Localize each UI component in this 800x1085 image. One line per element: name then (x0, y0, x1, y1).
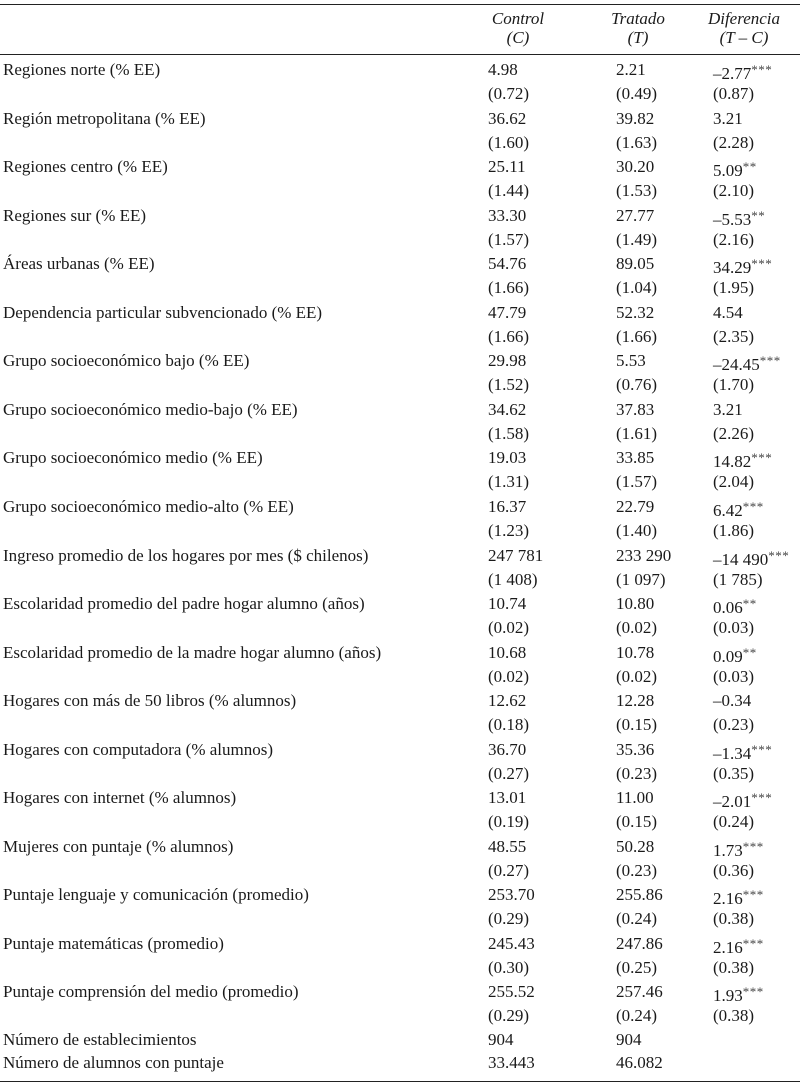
control-se: (0.02) (488, 667, 530, 686)
standard-error-row (0, 276, 800, 300)
control-se: (0.18) (488, 715, 530, 734)
significance-stars: *** (742, 499, 764, 514)
treated-value: 22.79 (616, 497, 655, 516)
treated-se: (0.15) (616, 715, 658, 734)
significance-stars: *** (751, 256, 773, 271)
significance-stars: *** (742, 839, 764, 854)
treated-se: (1.66) (616, 327, 658, 346)
difference-value: –2.01 (713, 792, 752, 811)
table-row (0, 689, 800, 713)
control-value: 48.55 (488, 837, 527, 856)
difference-se: (0.38) (713, 958, 755, 977)
treated-value: 37.83 (616, 400, 655, 419)
treated-se: (0.23) (616, 764, 658, 783)
table-row (0, 349, 800, 373)
difference-cell (713, 301, 743, 325)
control-se: (0.29) (488, 909, 530, 928)
difference-value: 2.16 (713, 938, 743, 957)
significance-stars: *** (742, 887, 764, 902)
standard-error-row (0, 762, 800, 786)
significance-stars: ** (742, 159, 757, 174)
table-row (0, 107, 800, 131)
treated-value: 50.28 (616, 837, 655, 856)
treated-value: 30.20 (616, 157, 655, 176)
table-row (0, 58, 800, 82)
row-label: Escolaridad promedio de la madre hogar alumno (años) (3, 643, 382, 662)
top-rule (0, 4, 800, 5)
control-value: 29.98 (488, 351, 527, 370)
treated-value: 35.36 (616, 740, 655, 759)
standard-error-row (0, 810, 800, 834)
treated-se: (1.57) (616, 472, 658, 491)
table-row (0, 883, 800, 907)
header-treated (590, 9, 686, 47)
footer-control: 33.443 (488, 1053, 535, 1072)
treated-se: (0.76) (616, 375, 658, 394)
control-se: (1.31) (488, 472, 530, 491)
standard-error-row (0, 568, 800, 592)
treated-value: 39.82 (616, 109, 655, 128)
difference-cell (713, 107, 743, 131)
difference-se: (1.86) (713, 521, 755, 540)
table-row (0, 641, 800, 665)
table-row (0, 155, 800, 179)
control-se: (0.72) (488, 84, 530, 103)
treated-value: 27.77 (616, 206, 655, 225)
control-value: 245.43 (488, 934, 535, 953)
control-value: 33.30 (488, 206, 527, 225)
header-control-label: Control (491, 9, 545, 28)
header-difference-symbol: (T – C) (719, 28, 769, 47)
difference-se: (0.35) (713, 764, 755, 783)
row-label: Hogares con computadora (% alumnos) (3, 740, 274, 759)
row-label: Regiones centro (% EE) (3, 157, 168, 176)
treated-se: (0.15) (616, 812, 658, 831)
difference-value: 3.21 (713, 109, 743, 128)
difference-se: (0.87) (713, 84, 755, 103)
standard-error-row (0, 228, 800, 252)
treated-value: 33.85 (616, 448, 655, 467)
table-row (0, 738, 800, 762)
significance-stars: *** (751, 450, 773, 465)
control-value: 19.03 (488, 448, 527, 467)
difference-value: 0.09 (713, 647, 743, 666)
significance-stars: ** (742, 596, 757, 611)
control-value: 47.79 (488, 303, 527, 322)
header-difference (692, 9, 796, 47)
control-se: (1.66) (488, 327, 530, 346)
standard-error-row (0, 373, 800, 397)
difference-se: (1.70) (713, 375, 755, 394)
row-label: Escolaridad promedio del padre hogar alumno (años) (3, 594, 365, 613)
treated-se: (1.40) (616, 521, 658, 540)
control-value: 13.01 (488, 788, 527, 807)
row-label: Grupo socioeconómico medio (% EE) (3, 448, 263, 467)
treated-se: (0.24) (616, 1006, 658, 1025)
difference-se: (0.38) (713, 909, 755, 928)
difference-value: –2.77 (713, 64, 752, 83)
difference-value: 3.21 (713, 400, 743, 419)
control-value: 36.62 (488, 109, 527, 128)
row-label: Región metropolitana (% EE) (3, 109, 206, 128)
difference-value: 4.54 (713, 303, 743, 322)
difference-se: (1 785) (713, 570, 763, 589)
difference-se: (2.16) (713, 230, 755, 249)
table-row (0, 252, 800, 276)
table-row (0, 980, 800, 1004)
treated-value: 247.86 (616, 934, 663, 953)
control-value: 36.70 (488, 740, 527, 759)
significance-stars: ** (742, 645, 757, 660)
control-se: (0.02) (488, 618, 530, 637)
table-row (0, 592, 800, 616)
control-se: (0.30) (488, 958, 530, 977)
row-label: Hogares con más de 50 libros (% alumnos) (3, 691, 297, 710)
difference-value: –1.34 (713, 744, 752, 763)
significance-stars: *** (751, 790, 773, 805)
difference-se: (0.36) (713, 861, 755, 880)
control-se: (1.60) (488, 133, 530, 152)
row-label: Regiones norte (% EE) (3, 60, 161, 79)
footer-row (0, 1051, 800, 1075)
treated-se: (1 097) (616, 570, 666, 589)
difference-value: 2.16 (713, 889, 743, 908)
difference-se: (2.28) (713, 133, 755, 152)
standard-error-row (0, 1004, 800, 1028)
control-value: 255.52 (488, 982, 535, 1001)
row-label: Ingreso promedio de los hogares por mes ($ chilenos) (3, 546, 369, 565)
significance-stars: *** (751, 62, 773, 77)
row-label: Regiones sur (% EE) (3, 206, 147, 225)
standard-error-row (0, 665, 800, 689)
treated-se: (1.53) (616, 181, 658, 200)
table-row (0, 835, 800, 859)
header-control-symbol: (C) (506, 28, 530, 47)
standard-error-row (0, 325, 800, 349)
table-row (0, 786, 800, 810)
row-label: Puntaje matemáticas (promedio) (3, 934, 224, 953)
difference-value: 5.09 (713, 161, 743, 180)
difference-se: (2.10) (713, 181, 755, 200)
row-label: Grupo socioeconómico bajo (% EE) (3, 351, 250, 370)
treated-value: 11.00 (616, 788, 654, 807)
control-se: (1.52) (488, 375, 530, 394)
control-value: 4.98 (488, 60, 518, 79)
control-value: 34.62 (488, 400, 527, 419)
difference-se: (2.04) (713, 472, 755, 491)
table-row (0, 544, 800, 568)
difference-value: 34.29 (713, 258, 752, 277)
treated-se: (0.02) (616, 618, 658, 637)
standard-error-row (0, 82, 800, 106)
standard-error-row (0, 956, 800, 980)
treated-value: 5.53 (616, 351, 646, 370)
control-se: (0.19) (488, 812, 530, 831)
footer-label: Número de establecimientos (3, 1030, 197, 1049)
standard-error-row (0, 907, 800, 931)
row-label: Grupo socioeconómico medio-bajo (% EE) (3, 400, 298, 419)
difference-se: (2.26) (713, 424, 755, 443)
standard-error-row (0, 422, 800, 446)
treated-value: 255.86 (616, 885, 663, 904)
standard-error-row (0, 519, 800, 543)
difference-se: (0.24) (713, 812, 755, 831)
control-se: (0.27) (488, 764, 530, 783)
treated-value: 10.80 (616, 594, 655, 613)
row-label: Mujeres con puntaje (% alumnos) (3, 837, 234, 856)
difference-value: –14 490 (713, 550, 769, 569)
significance-stars: *** (742, 936, 764, 951)
table-row (0, 204, 800, 228)
row-label: Puntaje lenguaje y comunicación (promedio) (3, 885, 309, 904)
treated-se: (0.25) (616, 958, 658, 977)
control-se: (0.29) (488, 1006, 530, 1025)
difference-value: –0.34 (713, 691, 752, 710)
significance-stars: *** (751, 742, 773, 757)
difference-value: 1.73 (713, 841, 743, 860)
difference-se: (0.23) (713, 715, 755, 734)
control-se: (1.23) (488, 521, 530, 540)
treated-value: 233 290 (616, 546, 672, 565)
significance-stars: *** (742, 984, 764, 999)
difference-value: 6.42 (713, 501, 743, 520)
treated-value: 2.21 (616, 60, 646, 79)
footer-row (0, 1028, 800, 1052)
header-rule (0, 54, 800, 55)
control-value: 12.62 (488, 691, 527, 710)
footer-control: 904 (488, 1030, 514, 1049)
difference-cell (713, 689, 751, 713)
difference-value: 1.93 (713, 986, 743, 1005)
footer-treated: 46.082 (616, 1053, 663, 1072)
header-control (470, 9, 566, 47)
significance-stars: ** (751, 208, 766, 223)
treated-value: 52.32 (616, 303, 655, 322)
table-row (0, 446, 800, 470)
treated-se: (0.49) (616, 84, 658, 103)
control-value: 10.74 (488, 594, 527, 613)
table-row (0, 301, 800, 325)
control-value: 25.11 (488, 157, 526, 176)
treated-se: (0.02) (616, 667, 658, 686)
control-se: (1.57) (488, 230, 530, 249)
footer-label: Número de alumnos con puntaje (3, 1053, 224, 1072)
control-value: 54.76 (488, 254, 527, 273)
difference-se: (0.03) (713, 618, 755, 637)
treated-se: (1.04) (616, 278, 658, 297)
row-label: Hogares con internet (% alumnos) (3, 788, 237, 807)
treated-se: (0.24) (616, 909, 658, 928)
treated-se: (1.49) (616, 230, 658, 249)
significance-stars: *** (759, 353, 781, 368)
significance-stars: *** (768, 548, 790, 563)
difference-se: (0.03) (713, 667, 755, 686)
table-row (0, 495, 800, 519)
treated-value: 89.05 (616, 254, 655, 273)
control-se: (1 408) (488, 570, 538, 589)
control-value: 247 781 (488, 546, 544, 565)
difference-value: 14.82 (713, 452, 752, 471)
row-label: Puntaje comprensión del medio (promedio) (3, 982, 299, 1001)
treated-value: 10.78 (616, 643, 655, 662)
treated-value: 257.46 (616, 982, 663, 1001)
header-difference-label: Diferencia (707, 9, 781, 28)
row-label: Grupo socioeconómico medio-alto (% EE) (3, 497, 294, 516)
standard-error-row (0, 616, 800, 640)
control-value: 16.37 (488, 497, 527, 516)
treated-se: (1.61) (616, 424, 658, 443)
difference-value: –5.53 (713, 210, 752, 229)
header-treated-symbol: (T) (627, 28, 649, 47)
row-label: Áreas urbanas (% EE) (3, 254, 155, 273)
difference-cell (713, 398, 743, 422)
row-label: Dependencia particular subvencionado (% EE) (3, 303, 323, 322)
standard-error-row (0, 859, 800, 883)
standard-error-row (0, 470, 800, 494)
standard-error-row (0, 713, 800, 737)
control-value: 10.68 (488, 643, 527, 662)
control-se: (0.27) (488, 861, 530, 880)
difference-se: (1.95) (713, 278, 755, 297)
table-row (0, 932, 800, 956)
standard-error-row (0, 179, 800, 203)
control-se: (1.44) (488, 181, 530, 200)
table-row (0, 398, 800, 422)
treated-se: (1.63) (616, 133, 658, 152)
bottom-rule (0, 1081, 800, 1082)
treated-value: 12.28 (616, 691, 655, 710)
footer-treated: 904 (616, 1030, 642, 1049)
treated-se: (0.23) (616, 861, 658, 880)
standard-error-row (0, 131, 800, 155)
difference-value: 0.06 (713, 598, 743, 617)
header-treated-label: Tratado (611, 9, 665, 28)
difference-se: (2.35) (713, 327, 755, 346)
control-se: (1.58) (488, 424, 530, 443)
control-se: (1.66) (488, 278, 530, 297)
control-value: 253.70 (488, 885, 535, 904)
difference-se: (0.38) (713, 1006, 755, 1025)
difference-value: –24.45 (713, 355, 760, 374)
